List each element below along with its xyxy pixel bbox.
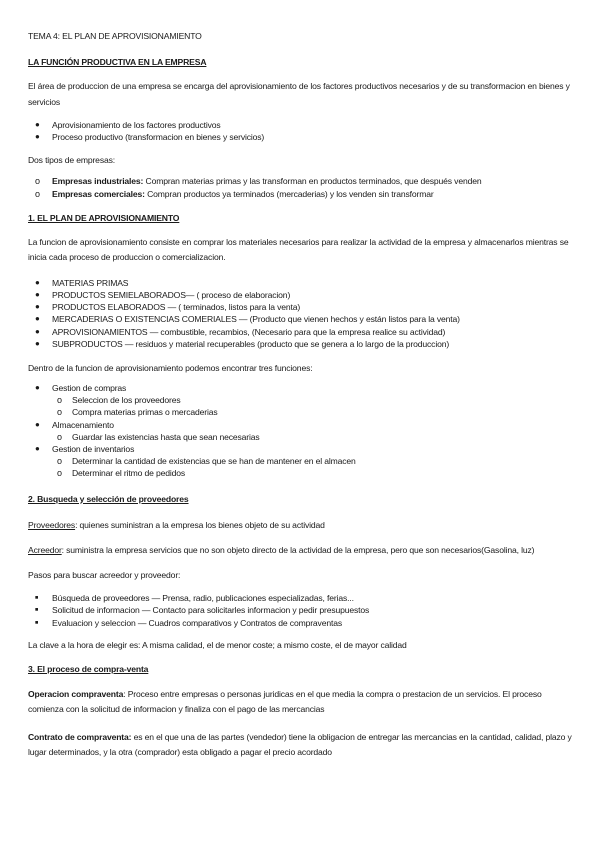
list-item: ● APROVISIONAMIENTOS — combustible, recambios, (Necesario para que la empresa realice su actividad) <box>35 326 446 337</box>
bullet-dot-icon: ● <box>35 277 40 287</box>
bullet-dot-icon: ● <box>35 338 40 348</box>
steps-list <box>28 592 573 629</box>
document-title: TEMA 4: EL PLAN DE APROVISIONAMIENTO <box>28 31 202 41</box>
list-item: ● Gestion de inventarios <box>35 444 135 455</box>
paragraph-operation: Operacion compraventa: Proceso entre empresas o personas juridicas en el que media la compra o prestacion de un servicios. El proceso comienza con la solicitud de informacion y finaliza con el pago de las mercancias <box>28 688 542 715</box>
sub-list-item: o Guardar las existencias hasta que sean necesarias <box>57 431 260 442</box>
bullet-dot-icon: ● <box>35 383 40 393</box>
bullet-dot-icon: ● <box>35 302 40 312</box>
bullet-circle-icon: o <box>35 176 40 187</box>
sub-list-item: o Determinar el ritmo de pedidos <box>57 468 186 479</box>
bullet-circle-icon: o <box>35 188 40 199</box>
company-types-label: Dos tipos de empresas: <box>28 155 115 166</box>
paragraph-contract: Contrato de compraventa: es en el que una de las partes (vendedor) tiene la obligacion de entregar las mercancias en la cantidad, calidad, plazo y lugar determinados, y la otra (comprador) esta obligado a pagar el precio acordado <box>28 731 572 758</box>
list-item: ● MERCADERIAS O EXISTENCIAS COMERIALES — (Producto que vienen hechos y están listos para la venta) <box>35 314 460 325</box>
document-body <box>28 29 573 761</box>
list-item: ● MATERIAS PRIMAS <box>35 277 129 288</box>
list-item: o Empresas comerciales: Compran productos ya terminados (mercaderias) y los venden sin transformar <box>35 188 434 199</box>
list-item: ● Almacenamiento <box>35 419 114 430</box>
bullet-dot-icon: ● <box>35 132 40 142</box>
bullet-dot-icon: ● <box>35 444 40 454</box>
section-heading-supply-plan: 1. EL PLAN DE APROVISIONAMIENTO <box>28 212 180 223</box>
paragraph-production-area: El área de produccion de una empresa se encarga del aprovisionamiento de los factores productivos necesarios y de su transformacion en bienes y servicios <box>28 81 570 107</box>
paragraph-creditor: Acreedor: suministra la empresa servicios que no son objeto directo de la actividad de la empresa, pero que son necesarios(Gasolina, luz) <box>28 544 535 555</box>
list-item: ■ Búsqueda de proveedores — Prensa, radio, publicaciones especializadas, ferias... <box>35 593 354 604</box>
bullet-circle-icon: o <box>57 468 62 479</box>
list-item: o Empresas industriales: Compran materias primas y las transforman en productos terminados, que después venden <box>35 176 482 187</box>
paragraph-supply-function: La funcion de aprovisionamiento consiste en comprar los materiales necesarios para realizar la actividad de la empresa y almacenarlos mientras se inicia cada proceso de produccion o comercializacion. <box>28 236 569 263</box>
section-heading-suppliers: 2. Busqueda y selección de proveedores <box>28 493 189 504</box>
company-types-list <box>28 175 573 199</box>
bullet-square-icon: ■ <box>35 595 39 602</box>
bullet-circle-icon: o <box>57 431 62 442</box>
list-item: ● PRODUCTOS ELABORADOS — ( terminados, listos para la venta) <box>35 302 301 313</box>
list-item: ● Aprovisionamiento de los factores productivos <box>35 120 221 130</box>
bullet-dot-icon: ● <box>35 326 40 336</box>
bullet-dot-icon: ● <box>35 290 40 300</box>
section-heading-productive-function: LA FUNCIÓN PRODUCTIVA EN LA EMPRESA <box>28 57 207 67</box>
list-item: ■ Evaluacion y seleccion — Cuadros comparativos y Contratos de compraventas <box>35 617 342 628</box>
functions-list <box>28 382 573 480</box>
steps-label: Pasos para buscar acreedor y proveedor: <box>28 570 181 581</box>
bullet-list-production <box>28 119 573 143</box>
bullet-circle-icon: o <box>57 395 62 406</box>
paragraph-suppliers: Proveedores: quienes suministran a la empresa los bienes objeto de su actividad <box>28 519 325 530</box>
sub-list-item: o Determinar la cantidad de existencias que se han de mantener en el almacen <box>57 456 356 467</box>
list-item: ● Proceso productivo (transformacion en bienes y servicios) <box>35 132 265 143</box>
bullet-dot-icon: ● <box>35 419 40 429</box>
bullet-circle-icon: o <box>57 407 62 418</box>
sub-list-item: o Seleccion de los proveedores <box>57 395 181 406</box>
functions-label: Dentro de la funcion de aprovisionamiento podemos encontrar tres funciones: <box>28 363 313 374</box>
list-item: ■ Solicitud de informacion — Contacto para solicitarles informacion y pedir presupuestos <box>35 605 370 616</box>
bullet-square-icon: ■ <box>35 619 39 626</box>
bullet-square-icon: ■ <box>35 607 39 614</box>
bullet-list-materials <box>28 277 573 350</box>
list-item: ● PRODUCTOS SEMIELABORADOS— ( proceso de elaboracion) <box>35 290 291 301</box>
sub-list-item: o Compra materias primas o mercaderias <box>57 407 218 418</box>
bullet-dot-icon: ● <box>35 314 40 324</box>
section-heading-buy-sell: 3. El proceso de compra-venta <box>28 663 149 674</box>
bullet-circle-icon: o <box>57 456 62 467</box>
bullet-dot-icon: ● <box>35 120 40 129</box>
list-item: ● Gestion de compras <box>35 383 127 394</box>
paragraph-selection-key: La clave a la hora de elegir es: A misma calidad, el de menor coste; a mismo coste, el de mayor calidad <box>28 639 407 650</box>
list-item: ● SUBPRODUCTOS — residuos y material recuperables (producto que se genera a lo largo de la produccion) <box>35 338 450 349</box>
